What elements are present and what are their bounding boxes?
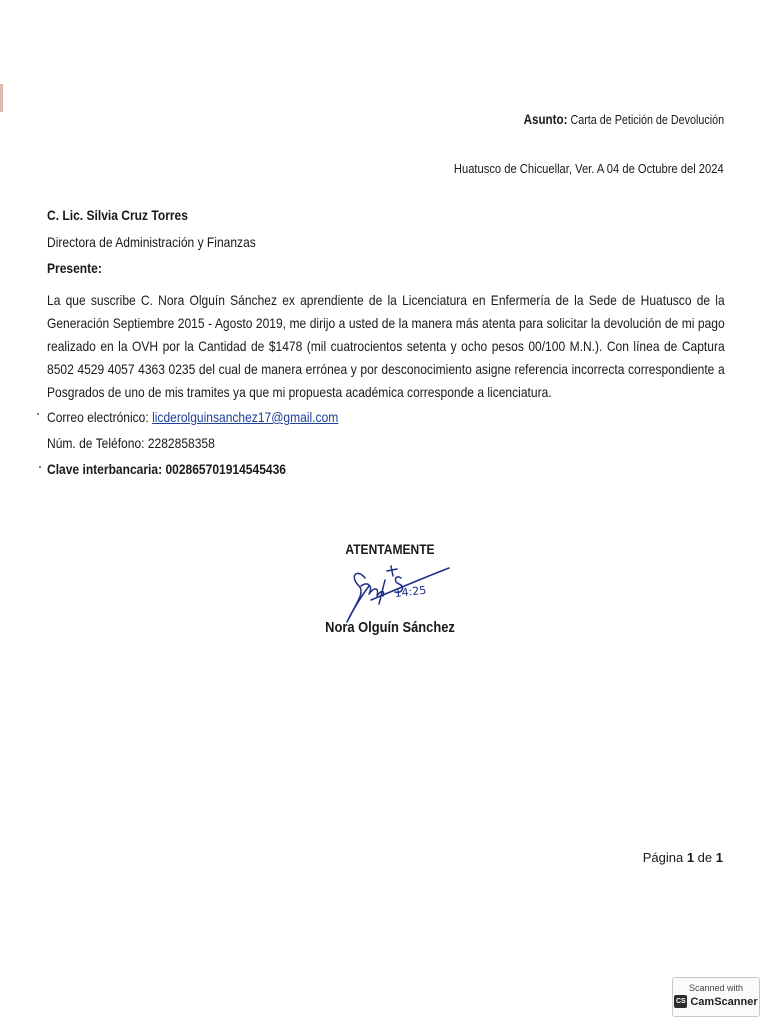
clabe-label: Clave interbancaria: xyxy=(47,461,163,477)
signer-name: Nora Olguín Sánchez xyxy=(325,619,455,636)
email-line xyxy=(47,409,338,425)
phone-value: 2282858358 xyxy=(147,435,215,451)
page-label: Página xyxy=(642,850,684,865)
camscanner-watermark xyxy=(672,977,760,1017)
email-label: Correo electrónico: xyxy=(47,409,149,425)
page-number xyxy=(643,850,723,865)
page-of: de xyxy=(697,850,713,865)
page-current: 1 xyxy=(686,850,695,865)
handwritten-signature xyxy=(335,556,455,628)
page-total: 1 xyxy=(715,850,723,865)
closing-farewell: ATENTAMENTE xyxy=(345,541,435,557)
subject-line xyxy=(524,112,724,127)
watermark-brand-row xyxy=(673,995,759,1008)
watermark-brand: CamScanner xyxy=(690,995,758,1008)
body-paragraph: La que suscribe C. Nora Olguín Sánchez ex aprendiente de la Licenciatura en Enfermería de la Sede de Huatusco de la Generación Septiembre 2015 - Agosto 2019, me dirijo a usted de la manera más atenta para solicitar la devolución de mi pago realizado en la OVH por la Cantidad de $1478 (mil cuatrocientos setenta y ocho pesos 00/100 M.N.). Con línea de Captura 8502 4529 4057 4363 0235 del cual de manera errónea y por desconocimiento asigne referencia incorrecta correspondiente a Posgrados de uno de mis tramites ya que mi propuesta académica corresponde a licenciatura. xyxy=(47,292,725,400)
scan-edge-mark xyxy=(0,84,3,112)
recipient-position: Directora de Administración y Finanzas xyxy=(47,234,256,250)
date-line: Huatusco de Chicuellar, Ver. A 04 de Octubre del 2024 xyxy=(454,161,724,176)
clabe-line xyxy=(47,461,286,477)
scan-speck xyxy=(39,466,41,468)
camscanner-logo-icon: CS xyxy=(674,995,687,1008)
subject-value: Carta de Petición de Devolución xyxy=(570,113,724,127)
email-link[interactable]: licderolguinsanchez17@gmail.com xyxy=(152,409,339,425)
phone-line xyxy=(47,435,215,451)
recipient-name: C. Lic. Silvia Cruz Torres xyxy=(47,207,188,223)
greeting: Presente: xyxy=(47,260,102,276)
signature-time-note: 14:25 xyxy=(393,583,427,600)
clabe-value: 002865701914545436 xyxy=(165,461,286,477)
subject-label: Asunto: xyxy=(523,112,568,127)
phone-label: Núm. de Teléfono: xyxy=(47,435,145,451)
scan-speck xyxy=(37,413,39,415)
watermark-caption: Scanned with xyxy=(688,983,744,993)
